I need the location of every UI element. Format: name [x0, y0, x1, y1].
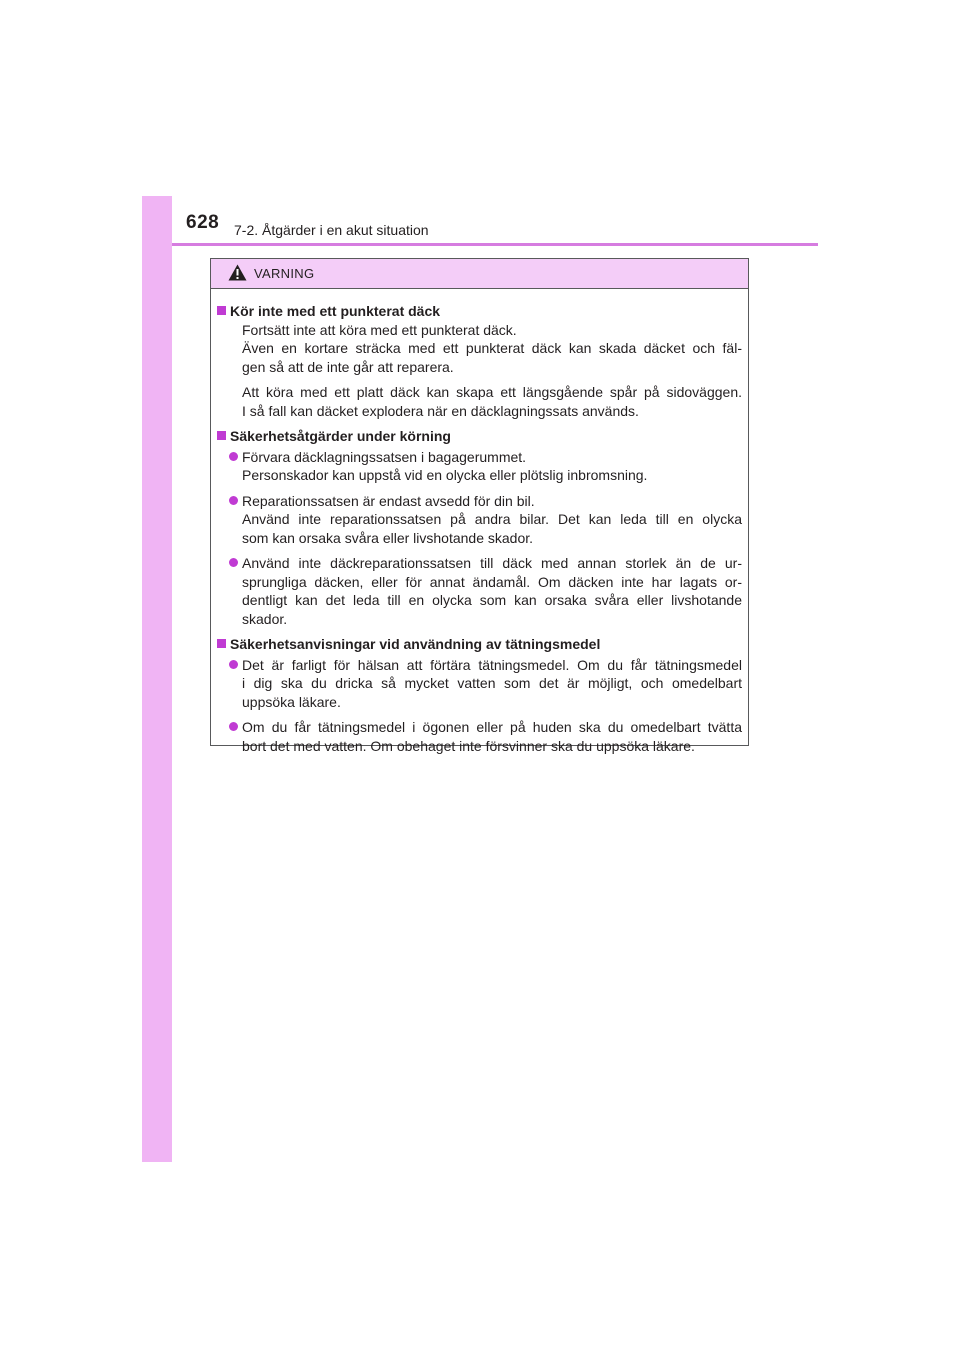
text-line: Använd inte däckreparationssatsen till däck med annan storlek än de ur-	[242, 555, 742, 571]
text-line: uppsöka läkare.	[242, 693, 341, 710]
list-item	[216, 718, 742, 755]
text-line: Personskador kan uppstå vid en olycka eller plötslig inbromsning.	[242, 467, 648, 483]
text-line: Även en kortare sträcka med ett punkterat däck kan skada däcket och fäl-	[242, 340, 742, 356]
text-line: Att köra med ett platt däck kan skapa ett längsgående spår på sidoväggen.	[242, 384, 742, 400]
warning-box	[210, 258, 749, 754]
warning-triangle-icon	[228, 264, 247, 281]
header-rule	[172, 243, 818, 246]
text-line: Fortsätt inte att köra med ett punkterat däck.	[242, 321, 517, 338]
section-heading: Säkerhetsanvisningar vid användning av tätningsmedel	[216, 635, 742, 654]
list-item	[216, 492, 742, 548]
warning-body	[211, 289, 748, 755]
warning-label: VARNING	[254, 266, 315, 281]
section-title: 7-2. Åtgärder i en akut situation	[234, 222, 429, 238]
text-line: Förvara däcklagningssatsen i bagagerummet.	[242, 448, 527, 465]
section-driving-safety	[216, 427, 742, 628]
text-line: Använd inte reparationssatsen på andra bilar. Det kan leda till en olycka	[242, 511, 742, 527]
list-item	[216, 656, 742, 712]
text-line: som kan orsaka svåra eller livshotande skador.	[242, 529, 534, 546]
section-sealant-safety	[216, 635, 742, 755]
text-line: sprungliga däcken, eller för annat ändamål. Om däcken inte har lagats or-	[242, 573, 742, 590]
text-line: i dig ska du dricka så mycket vatten som det är möjligt, och omedelbart	[242, 675, 742, 691]
page-number: 628	[186, 212, 220, 233]
section-heading: Säkerhetsåtgärder under körning	[216, 427, 742, 446]
text-line: Reparationssatsen är endast avsedd för din bil.	[242, 492, 535, 509]
text-line: skador.	[242, 610, 288, 627]
paragraph	[216, 321, 742, 377]
text-line: bort det med vatten. Om obehaget inte försvinner ska du uppsöka läkare.	[242, 737, 695, 754]
side-tab	[142, 196, 172, 1162]
text-line: dentligt kan det leda till en olycka som kan orsaka svåra eller livshotande	[242, 592, 742, 608]
text-line: Det är farligt för hälsan att förtära tätningsmedel. Om du får tätningsmedel	[242, 656, 742, 673]
text-line: gen så att de inte går att reparera.	[242, 358, 454, 375]
section-heading: Kör inte med ett punkterat däck	[216, 302, 742, 321]
text-line: I så fall kan däcket explodera när en däcklagningssats används.	[242, 402, 639, 419]
warning-header	[211, 259, 748, 289]
section-flat-tire	[216, 302, 742, 420]
text-line: Om du får tätningsmedel i ögonen eller på huden ska du omedelbart tvätta	[242, 719, 742, 735]
list-item	[216, 554, 742, 628]
list-item	[216, 448, 742, 485]
paragraph	[216, 383, 742, 420]
